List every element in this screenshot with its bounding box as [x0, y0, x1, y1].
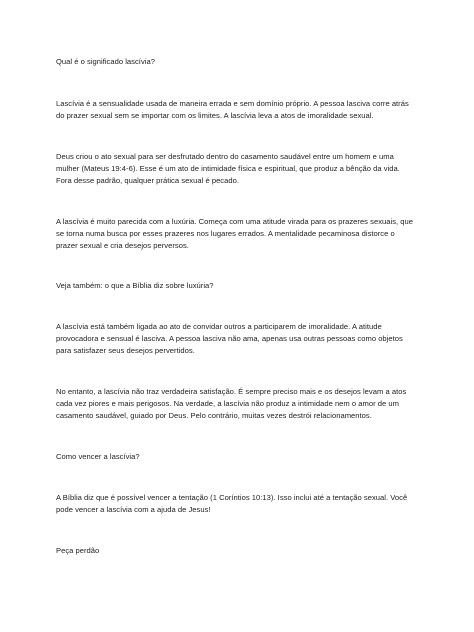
paragraph-line: cada vez piores e mais perigosos. Na verdade, a lascívia não produz a intimidade nem o amor de um: [56, 399, 399, 408]
paragraph-line: para satisfazer seus desejos pervertidos.: [56, 346, 195, 355]
see-also-line: Veja também: o que a Bíblia diz sobre luxúria?: [56, 281, 214, 290]
paragraph-line: casamento saudável, guiado por Deus. Pelo contrário, muitas vezes destrói relacionamentos.: [56, 411, 372, 420]
paragraph-line: Fora desse padrão, qualquer prática sexual é pecado.: [56, 176, 239, 185]
paragraph-line: No entanto, a lascívia não traz verdadeira satisfação. É sempre preciso mais e os desejos levam a atos: [56, 387, 407, 396]
paragraph-line: pode vencer a lascívia com a ajuda de Jesus!: [56, 505, 211, 514]
question-heading: Qual é o significado lascívia?: [56, 57, 155, 66]
paragraph-line: se torna numa busca por esses prazeres nos lugares errados. A mentalidade pecaminosa distorce o: [56, 229, 395, 238]
paragraph-line: mulher (Mateus 19:4-6). Esse é um ato de intimidade física e espiritual, que produz a bênção da vida.: [56, 164, 400, 173]
paragraph-line: Deus criou o ato sexual para ser desfrutado dentro do casamento saudável entre um homem e uma: [56, 152, 394, 161]
paragraph-line: prazer sexual e cria desejos perversos.: [56, 241, 189, 250]
paragraph-line: Lascívia é a sensualidade usada de maneira errada e sem domínio próprio. A pessoa lasciva corre atrás: [56, 99, 409, 108]
paragraph-line: A lascívia é muito parecida com a luxúria. Começa com uma atitude virada para os prazeres sexuais, que: [56, 217, 414, 226]
paragraph-line: do prazer sexual sem se importar com os limites. A lascívia leva a atos de imoralidade sexual.: [56, 111, 374, 120]
paragraph-line: A Bíblia diz que é possível vencer a tentação (1 Coríntios 10:13). Isso inclui até a tentação sexual. Você: [56, 493, 408, 502]
section-heading: Peça perdão: [56, 546, 100, 555]
section-heading: Como vencer a lascívia?: [56, 452, 140, 461]
paragraph-line: provocadora e sensual é lasciva. A pessoa lasciva não ama, apenas usa outras pessoas como objetos: [56, 334, 403, 343]
paragraph-line: A lascívia está também ligada ao ato de convidar outros a participarem de imoralidade. A atitude: [56, 322, 382, 331]
